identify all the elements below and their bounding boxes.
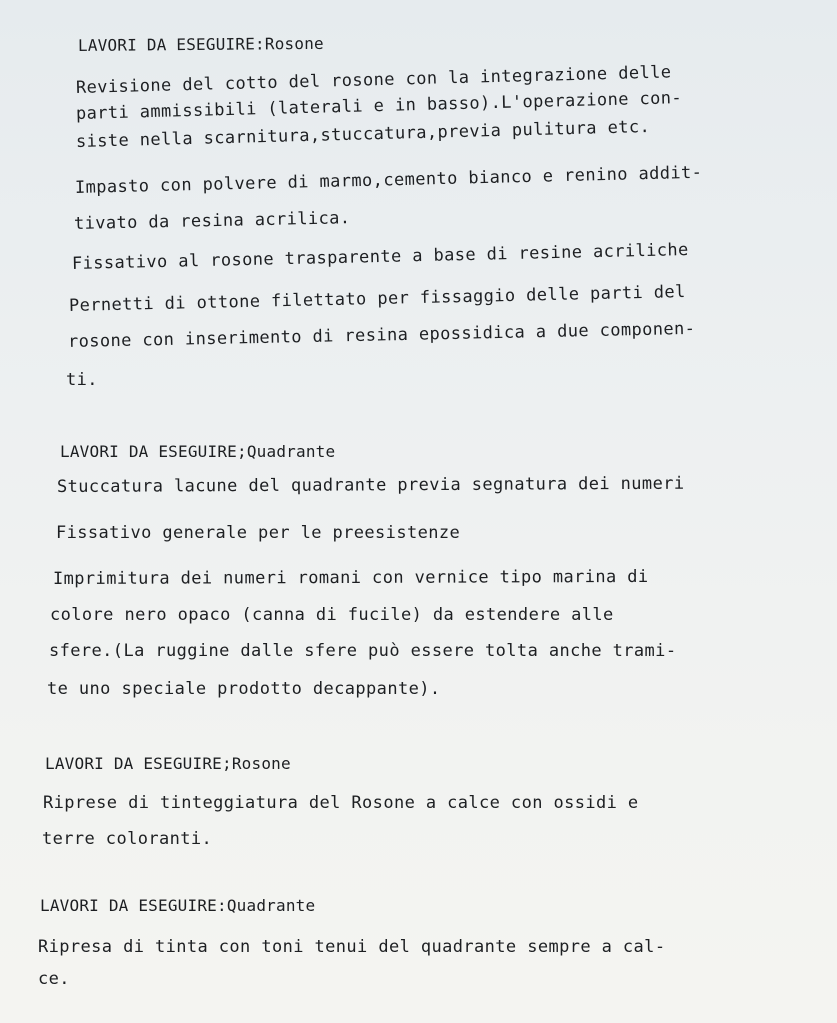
text-line: siste nella scarnitura,stuccatura,previa pulitura etc.: [75, 116, 651, 152]
text-line: colore nero opaco (canna di fucile) da estendere alle: [50, 605, 614, 625]
text-line: Pernetti di ottone filettato per fissaggio delle parti del: [68, 282, 686, 316]
text-line: Revisione del cotto del rosone con la integrazione delle: [75, 62, 672, 98]
text-line: te uno speciale prodotto decappante).: [47, 679, 441, 699]
text-line: rosone con inserimento di resina epossidica a due componen-: [67, 318, 696, 352]
text-line: tivato da resina acrilica.: [73, 208, 351, 234]
text-line: Stuccatura lacune del quadrante previa segnatura dei numeri: [56, 473, 685, 497]
text-line: Imprimitura dei numeri romani con vernice tipo marina di: [52, 566, 649, 589]
section-heading: LAVORI DA ESEGUIRE:Rosone: [77, 33, 324, 55]
text-line: ti.: [66, 370, 98, 390]
section-heading: LAVORI DA ESEGUIRE;Quadrante: [60, 442, 336, 461]
text-line: Riprese di tinteggiatura del Rosone a calce con ossidi e: [43, 793, 639, 813]
section-heading: LAVORI DA ESEGUIRE:Quadrante: [40, 896, 316, 915]
text-line: Fissativo generale per le preesistenze: [56, 523, 461, 543]
section-heading: LAVORI DA ESEGUIRE;Rosone: [45, 754, 291, 773]
text-line: sfere.(La ruggine dalle sfere può essere tolta anche trami-: [49, 641, 677, 661]
text-line: parti ammissibili (laterali e in basso).L'operazione con-: [75, 88, 683, 124]
text-line: Ripresa di tinta con toni tenui del quadrante sempre a cal-: [38, 937, 666, 957]
text-line: Impasto con polvere di marmo,cemento bianco e renino addit-: [74, 162, 703, 198]
text-line: terre coloranti.: [42, 829, 213, 849]
text-line: Fissativo al rosone trasparente a base di resine acriliche: [71, 240, 689, 274]
text-line: ce.: [38, 969, 70, 989]
